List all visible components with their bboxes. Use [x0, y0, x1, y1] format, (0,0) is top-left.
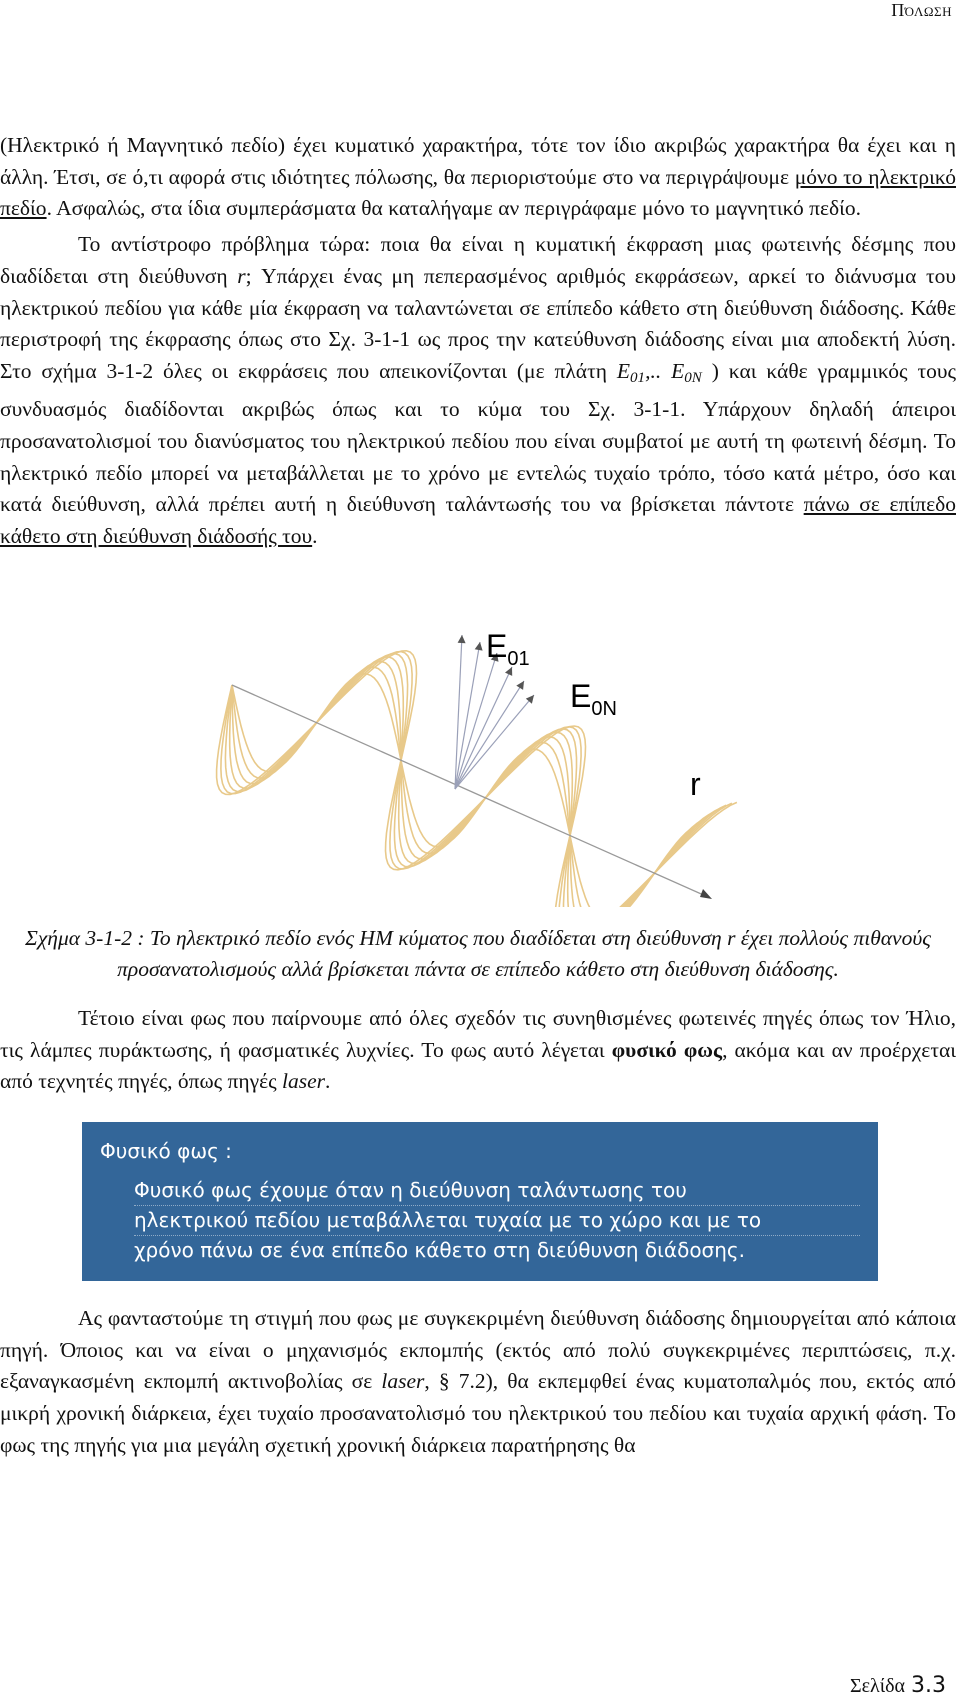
amplitude-symbol	[616, 358, 702, 386]
amplitude-e01: E	[616, 358, 631, 383]
figure-3-1-2	[0, 577, 956, 907]
paragraph-3-end: .	[325, 1069, 331, 1094]
polarization-wave-diagram	[0, 577, 956, 907]
wave-curves	[217, 651, 737, 907]
paragraph-1-end: . Ασφαλώς, στα ίδια συμπεράσματα θα καταλήγαμε αν περιγράφαμε μόνο το μαγνητικό πεδίο.	[46, 196, 862, 221]
field-vector	[455, 695, 534, 789]
amplitude-e0n: E	[671, 358, 685, 383]
underlined-phrase: μόνο το ηλεκτρικό πεδίο	[0, 164, 956, 221]
field-vector	[455, 667, 512, 789]
paragraph-2-end: .	[312, 524, 318, 549]
running-header: Πόλωση	[891, 0, 952, 20]
natural-light-term: φυσικό φως	[611, 1037, 723, 1062]
label-e01-sub: 01	[507, 647, 530, 670]
caption-lead: Σχήμα 3-1-2 :	[25, 925, 150, 950]
direction-symbol: r	[237, 263, 246, 288]
paragraph-2-text-c: ) και κάθε γραμμικός τους συνδυασμός διαδίδονται ακριβώς όπως και το κύμα του Σχ. 3-1-1. Υπάρχουν δηλαδή άπειροι προσανατολισμοί του διανύσματος του ηλεκτρικού πεδίου που είναι συμβατοί με αυτή τη φωτεινή δέσμη. Το ηλεκτρικό πεδίο μπορεί να μεταβάλλεται με το χρόνο με εντελώς τυχαίο τρόπο, τόσο κατά μέτρο, όσο και κατά διεύθυνση, αλλά πρέπει αυτή η διεύθυνση ταλάντωσής του να βρίσκεται πάντοτε	[0, 358, 956, 517]
laser-term: laser	[282, 1069, 326, 1094]
amplitude-e01-sub: 01	[630, 369, 646, 386]
field-vector	[455, 653, 497, 789]
footer-label: Σελίδα	[849, 1675, 905, 1697]
axis-arrowhead	[700, 889, 712, 899]
underlined-phrase-2: πάνω σε επίπεδο κάθετο στη διεύθυνση διάδοσής του	[0, 492, 956, 549]
field-vector	[455, 681, 524, 789]
field-vector-arrowhead	[475, 642, 483, 651]
propagation-axis	[232, 685, 708, 897]
definition-box	[82, 1122, 878, 1281]
paragraph-3-text-b: , ακόμα και αν προέρχεται από τεχνητές πηγές, όπως πηγές	[0, 1037, 957, 1094]
paragraph-1-text: (Ηλεκτρικό ή Μαγνητικό πεδίο) έχει κυματικό χαρακτήρα, τότε τον ίδιο ακριβώς χαρακτήρα θα έχει και η άλλη. Έτσι, σε ό,τι αφορά στις ιδιότητες πόλωσης, θα περιοριστούμε στο να περιγράψουμε	[0, 133, 956, 189]
label-e01	[486, 628, 530, 670]
page-body	[0, 130, 956, 1462]
amplitude-e0n-sub: 0N	[684, 369, 702, 386]
laser-term-2: laser	[381, 1369, 425, 1394]
wave-curve	[221, 651, 732, 906]
figure-caption	[0, 923, 956, 985]
definition-line: ηλεκτρικού πεδίου μεταβάλλεται τυχαία με το χώρο και με το	[134, 1206, 860, 1236]
label-e0n-e: E	[570, 677, 592, 714]
label-e0n	[570, 678, 617, 720]
page-footer	[850, 1673, 946, 1698]
wave-curve	[232, 674, 699, 907]
caption-text: Το ηλεκτρικό πεδίο ενός ΗΜ κύματος που διαδίδεται στη διεύθυνση r έχει πολλούς πιθανούς προσανατολισμούς αλλά βρίσκεται πάντα σε επίπεδο κάθετο στη διεύθυνση διάδοσης.	[117, 925, 931, 981]
definition-body	[100, 1176, 860, 1265]
definition-title: Φυσικό φως :	[100, 1139, 232, 1163]
field-vector-arrowhead	[516, 681, 524, 690]
paragraph-2-text-b: ; Υπάρχει ένας μη πεπερασμένος αριθμός εκφράσεων, αρκεί το διάνυσμα του ηλεκτρικού πεδίου για κάθε μία έκφραση να ταλαντώνεται σε επίπεδο κάθετο στη διεύθυνση διάδοσης. Κάθε περιστροφή της έκφρασης όπως στο Σχ. 3-1-1 ως προς την κατεύθυνση διάδοσης είναι μια αποδεκτή λύση. Στο σχήμα 3-1-2 όλες οι εκφράσεις που απεικονίζονται (με πλάτη	[0, 263, 956, 383]
label-r: r	[690, 765, 701, 802]
page-number: 3.3	[911, 1673, 946, 1698]
paragraph-4-text-a: Ας φανταστούμε τη στιγμή που φως με συγκεκριμένη διεύθυνση διάδοσης δημιουργείται από κάποια πηγή. Όποιος και να είναι ο μηχανισμός εκπομπής (εκτός από πολύ συγκεκριμένες περιπτώσεις, π.χ. εξαναγκασμένη εκπομπή ακτινοβολίας σε	[0, 1306, 956, 1394]
label-e01-e: E	[486, 627, 508, 664]
paragraph-3	[0, 1003, 956, 1098]
paragraph-1	[0, 130, 956, 225]
amplitude-dots: ,..	[645, 358, 672, 383]
definition-line: Φυσικό φως έχουμε όταν η διεύθυνση ταλάντωσης του	[134, 1176, 860, 1206]
paragraph-2	[0, 229, 956, 553]
paragraph-4	[0, 1303, 956, 1462]
paragraph-4-text-b: , § 7.2), θα εκπεμφθεί ένας κυματοπαλμός που, εκτός από μικρή χρονική διάρκεια, έχει τυχαίο προσανατολισμό του ηλεκτρικού του πεδίου και τυχαία αρχική φάση. Το φως της πηγής για μια μεγάλη σχετική χρονική διάρκεια παρατήρησης θα	[0, 1369, 956, 1457]
field-vector-arrowhead	[458, 635, 466, 643]
label-e0n-sub: 0N	[591, 697, 617, 720]
paragraph-2-text-a: Το αντίστροφο πρόβλημα τώρα: ποια θα είναι η κυματική έκφραση μιας φωτεινής δέσμης που διαδίδεται στη διεύθυνση	[0, 232, 956, 288]
definition-line: χρόνο πάνω σε ένα επίπεδο κάθετο στη διεύθυνση διάδοσης.	[134, 1238, 746, 1262]
wave-curve	[225, 654, 726, 907]
wave-curve	[232, 661, 713, 906]
paragraph-3-text-a: Τέτοιο είναι φως που παίρνουμε από όλες σχεδόν τις συνηθισμένες φωτεινές πηγές όπως τον Ήλιο, τις λάμπες πυράκτωσης, ή φασματικές λυχνίες. Το φως αυτό λέγεται	[0, 1005, 956, 1062]
